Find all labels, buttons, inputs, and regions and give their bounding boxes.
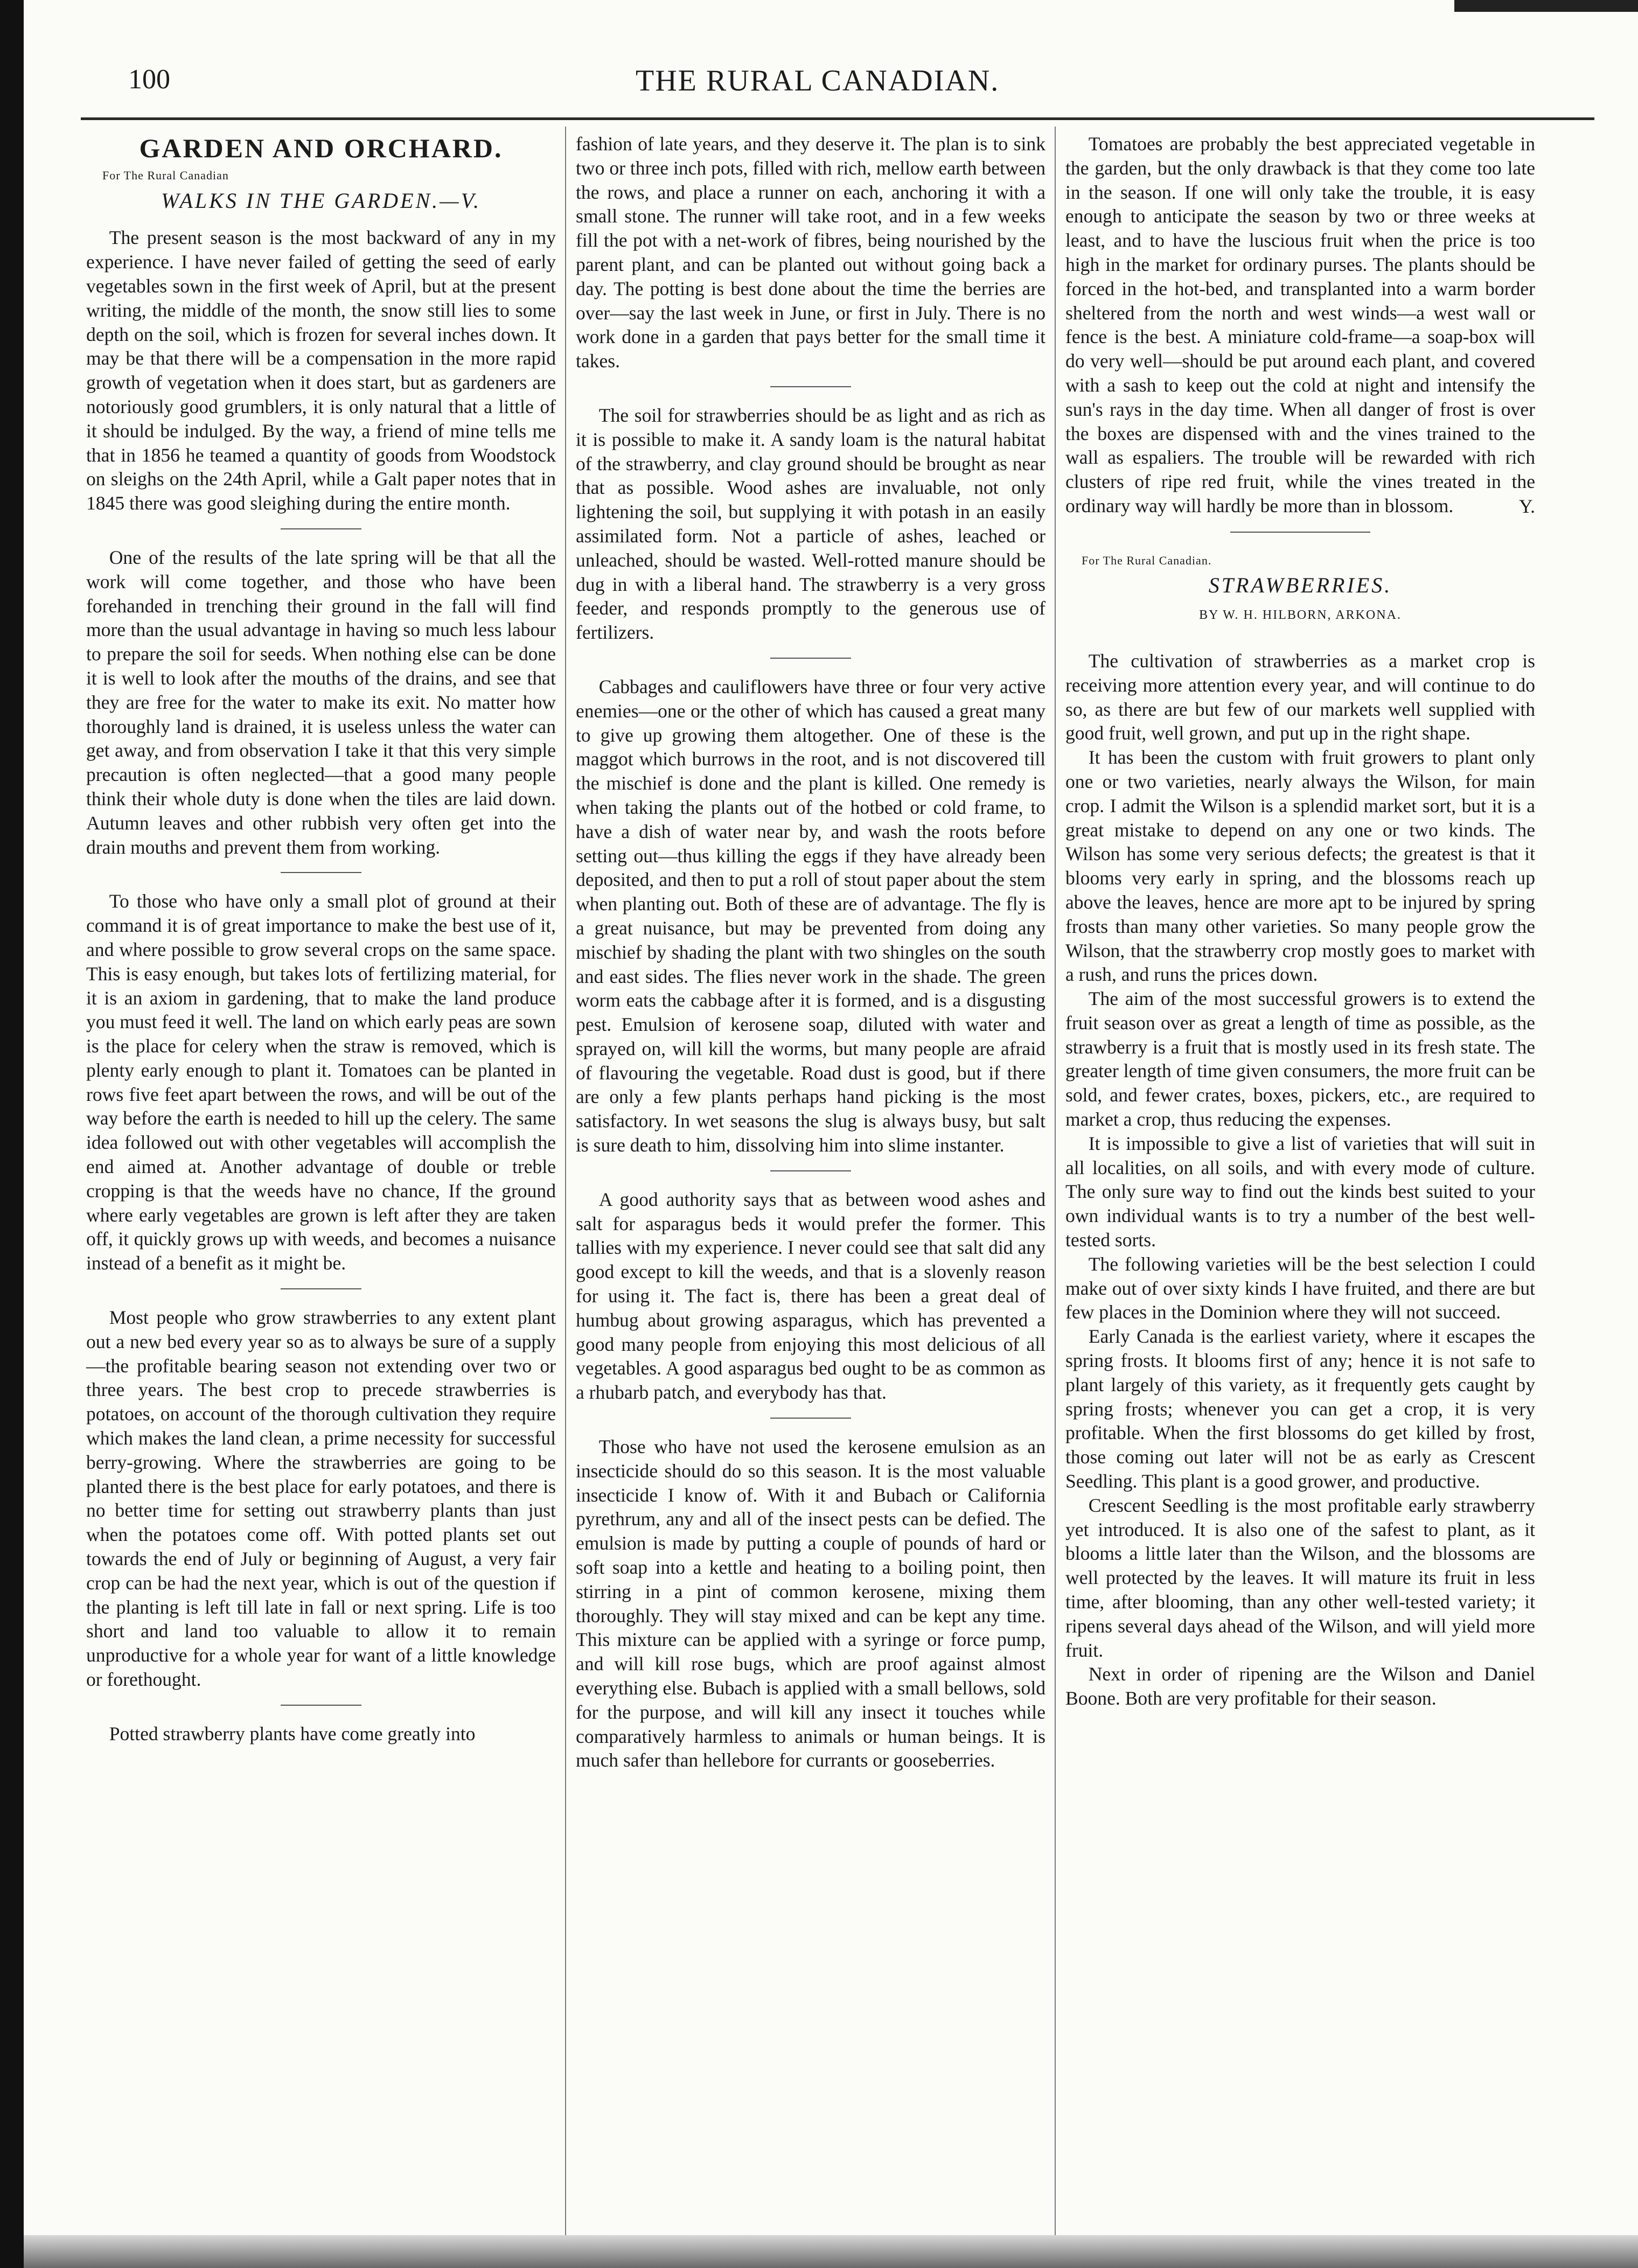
paragraph: Potted strawberry plants have come greatly into: [109, 1722, 476, 1744]
column-3: [1065, 132, 1535, 1711]
separator-rule: [281, 528, 361, 529]
separator-rule: [770, 386, 851, 387]
signature: Y.: [1518, 495, 1535, 517]
column-2: [576, 132, 1045, 1772]
paragraph: The cultivation of strawberries as a market crop is receiving more attention every year, and will continue to do so, as there are but few of our markets well supplied with good fruit, well grown, and put up in the right shape.: [1065, 650, 1535, 744]
article-title: WALKS IN THE GARDEN.—V.: [161, 188, 482, 213]
paragraph: Tomatoes are probably the best appreciated vegetable in the garden, but the only drawback is that they come too late in the season. If one will only take the trouble, it is easy enough to anticipate the season by two or three weeks at least, and to have the luscious fruit when the price is too high in the market for ordinary purses. The plants should be forced in the hot-bed, and transplanted into a warm border sheltered from the north and west winds—a west wall or fence is the best. A miniature cold-frame—a soap-box will do very well—should be put around each plant, and covered with a sash to keep out the cold at night and intensify the sun's rays in the day time. When all danger of frost is over the boxes are dispensed with and the vines trained to the wall as espaliers. The trouble will be rewarded with rich clusters of ripe red fruit, while the vines treated in the ordinary way will hardly be more than in blossom.: [1065, 133, 1535, 517]
separator-rule: [281, 872, 361, 873]
column-rule-1: [565, 127, 566, 2238]
paragraph: One of the results of the late spring will be that all the work will come together, and those who have been forehanded in trenching their ground in the fall will find more than the usual advantage in having so much less labour to prepare the soil for seeds. When nothing else can be done it is well to look after the mouths of the drains, and see that they are free for the water to make its exit. No matter how thoroughly land is drained, it is useless unless the water can get away, and from observation I take it that this very simple precaution is often neglected—that a good many people think their whole duty is done when the tiles are laid down. Autumn leaves and other rubbish very often get into the drain mouths and prevent them from working.: [86, 546, 556, 858]
page-bottom-edge: [24, 2235, 1638, 2268]
separator-rule: [281, 1288, 361, 1289]
paragraph: fashion of late years, and they deserve it. The plan is to sink two or three inch pots, filled with rich, mellow earth between the rows, and place a runner on each, anchoring it with a small stone. The runner will take root, and in a few weeks fill the pot with a net-work of fibres, being nourished by the parent plant, and can be planted out without going back a day. The potting is best done about the time the berries are over—say the last week in June, or first in July. There is no work done in a garden that pays better for the small time it takes.: [576, 133, 1045, 372]
paragraph: The aim of the most successful growers is to extend the fruit season over as great a length of time as possible, as the strawberry is a fruit that is mostly used in its fresh state. The greater length of time given consumers, the more fruit can be sold, and fewer crates, boxes, pickers, etc., are required to market a crop, thus reducing the expenses.: [1065, 988, 1535, 1130]
paragraph: It has been the custom with fruit growers to plant only one or two varieties, nearly always the Wilson, for main crop. I admit the Wilson is a splendid market sort, but it is a great mistake to depend on any one or two kinds. The Wilson has some very serious defects; the greatest is that it blooms very early in spring, and the blossoms reach up above the leaves, hence are more apt to be injured by spring frosts than many other varieties. So many people grow the Wilson, that the strawberry crop mostly goes to market with a rush, and runs the prices down.: [1065, 746, 1535, 986]
article-title: STRAWBERRIES.: [1208, 573, 1392, 598]
paragraph: Most people who grow strawberries to any extent plant out a new bed every year so as to always be sure of a supply—the profitable bearing season not extending over two or three years. The best crop to precede strawberries is potatoes, on account of the thorough cultivation they require which makes the land clean, a prime necessity for successful berry-growing. Where the strawberries are going to be planted there is the best place for early potatoes, and there is no better time for setting out strawberry plants than just when the potatoes come off. With potted plants set out towards the end of July or beginning of August, a very fair crop can be had the next year, which is out of the question if the planting is left till late in fall or next spring. Life is too short and land too valuable to allow it to remain unproductive for a whole year for want of a little knowledge or forethought.: [86, 1307, 556, 1691]
separator-rule: [770, 1170, 851, 1171]
page-binding-edge: [0, 0, 24, 2268]
section-title: GARDEN AND ORCHARD.: [139, 133, 503, 163]
header-rule: [81, 117, 1594, 120]
paragraph: Those who have not used the kerosene emulsion as an insecticide should do so this season. It is the most valuable insecticide I know of. With it and Bubach or California pyrethrum, any and all of the insect pests can be defied. The emulsion is made by putting a couple of pounds of hard or soft soap into a kettle and heating to a boiling point, then stirring in a pint of common kerosene, mixing them thoroughly. They will stay mixed and can be kept any time. This mixture can be applied with a syringe or force pump, and will kill rose bugs, which are proof against almost everything else. Bubach is applied with a small bellows, sold for the purpose, and will kill any insect it touches while comparatively harmless to animals or human beings. It is much safer than hellebore for currants or gooseberries.: [576, 1436, 1045, 1771]
article-credit: For The Rural Canadian.: [1082, 553, 1212, 567]
separator-rule: [770, 658, 851, 659]
top-edge-rule: [1454, 0, 1638, 12]
page-number: 100: [128, 64, 170, 95]
separator-rule: [1230, 532, 1370, 533]
article-credit: For The Rural Canadian: [102, 168, 229, 182]
paragraph: The present season is the most backward of any in my experience. I have never failed of getting the seed of early vegetables sown in the first week of April, but at the present writing, the middle of the month, the snow still lies to some depth on the soil, which is frozen for several inches down. It may be that there will be a compensation in the more rapid growth of vegetation when it does start, but as gardeners are notoriously good grumblers, it is only natural that a little of it should be indulged. By the way, a friend of mine tells me that in 1856 he teamed a quantity of goods from Woodstock on sleighs on the 24th April, while a Galt paper notes that in 1845 there was good sleighing during the entire month.: [86, 227, 556, 514]
paragraph: A good authority says that as between wood ashes and salt for asparagus beds it would prefer the former. This tallies with my experience. I never could see that salt did any good except to kill the weeds, and that is a slovenly reason for using it. The fact is, there has been a great deal of humbug about growing asparagus, which has prevented a good many people from enjoying this most delicious of all vegetables. A good asparagus bed ought to be as common as a rhubarb patch, and everybody has that.: [576, 1188, 1045, 1404]
separator-rule: [770, 1418, 851, 1419]
separator-rule: [281, 1705, 361, 1706]
paragraph: To those who have only a small plot of ground at their command it is of great importance to make the best use of it, and where possible to grow several crops on the same space. This is easy enough, but takes lots of fertilizing material, for it is an axiom in gardening, that to make the land produce you must feed it well. The land on which early peas are sown is the place for celery when the straw is removed, which is plenty early enough to plant it. Tomatoes can be planted in rows five feet apart between the rows, and will be out of the way before the earth is needed to hill up the celery. The same idea followed out with other vegetables will accomplish the end aimed at. Another advantage of double or treble cropping is that the weeds have no chance, If the ground where early vegetables are grown is left after they are taken off, it quickly grows up with weeds, and becomes a nuisance instead of a benefit as it might be.: [86, 890, 556, 1274]
running-head: THE RURAL CANADIAN.: [636, 64, 1000, 97]
paragraph: The following varieties will be the best selection I could make out of over sixty kinds I have fruited, and there are but few places in the Dominion where they will not succeed.: [1065, 1253, 1535, 1323]
paragraph: Early Canada is the earliest variety, where it escapes the spring frosts. It blooms first of any; hence it is not safe to plant largely of this variety, as it frequently gets caught by spring frosts; whenever you can get a crop, it is very profitable. When the first blossoms do get killed by frost, those coming out later will not be as early as Crescent Seedling. This plant is a good grower, and productive.: [1065, 1325, 1535, 1492]
byline: BY W. H. HILBORN, ARKONA.: [1199, 608, 1402, 623]
paragraph: It is impossible to give a list of varieties that will suit in all localities, on all soils, and with every mode of culture. The only sure way to find out the kinds best suited to your own individual wants is to try a number of the best well-tested sorts.: [1065, 1132, 1535, 1251]
paragraph: Next in order of ripening are the Wilson and Daniel Boone. Both are very profitable for their season.: [1065, 1663, 1535, 1709]
paragraph: Cabbages and cauliflowers have three or four very active enemies—one or the other of which has caused a great many to give up growing them altogether. One of these is the maggot which burrows in the root, and is not discovered till the mischief is done and the plant is killed. One remedy is when taking the plants out of the hotbed or cold frame, to have a dish of water near by, and wash the roots before setting out—thus killing the eggs if they have already been deposited, and then to put a roll of stout paper about the stem when planting out. Both of these are of advantage. The fly is a great nuisance, but may be prevented from doing any mischief by shading the plant with two shingles on the south and east sides. The flies never work in the shade. The green worm eats the cabbage after it is formed, and is a disgusting pest. Emulsion of kerosene soap, diluted with water and sprayed on, will kill the worms, but many people are afraid of flavouring the vegetable. Road dust is good, but if there are only a few plants perhaps hand picking is the most satisfactory. In wet seasons the slug is always busy, but salt is sure death to him, dissolving him into slime instanter.: [576, 675, 1045, 1156]
paragraph: Crescent Seedling is the most profitable early strawberry yet introduced. It is also one of the safest to plant, as it blooms a little later than the Wilson, and the blossoms are well protected by the leaves. It will mature its fruit in less time, after blooming, than any other well-tested variety; it ripens several days ahead of the Wilson, and will yield more fruit.: [1065, 1494, 1535, 1661]
column-1: [86, 132, 556, 1746]
paragraph: The soil for strawberries should be as light and as rich as it is possible to make it. A sandy loam is the natural habitat of the strawberry, and clay ground should be brought as near that as possible. Wood ashes are invaluable, not only lightening the soil, but supplying it with potash in an easily assimilated form. Not a particle of ashes, leached or unleached, should be wasted. Well-rotted manure should be dug in with a liberal hand. The strawberry is a very gross feeder, and responds promptly to the generous use of fertilizers.: [576, 404, 1045, 644]
column-rule-2: [1055, 127, 1056, 2238]
